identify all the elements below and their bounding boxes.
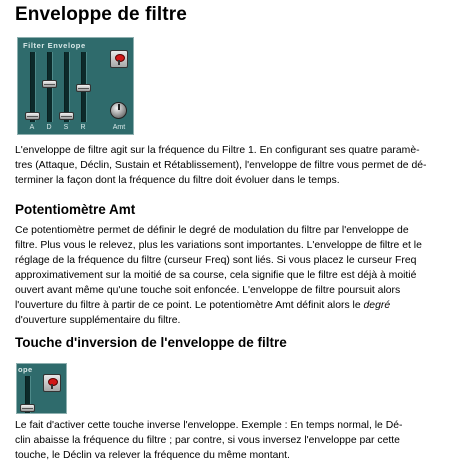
- invert-panel-title: ope: [18, 365, 33, 374]
- section-heading-amt: Potentiomètre Amt: [15, 202, 136, 217]
- filter-envelope-title: Filter Envelope: [23, 41, 86, 50]
- invert-button-detail: [43, 374, 61, 392]
- slider-detail: [25, 376, 31, 414]
- invert-button: [110, 50, 128, 68]
- invert-led-icon: [48, 378, 58, 386]
- decay-slider: [47, 52, 53, 122]
- decay-slider-handle: [42, 80, 57, 88]
- amt-knob: [110, 102, 127, 119]
- invert-paragraph: Le fait d'activer cette touche inverse l'enveloppe. Exemple : En temps normal, le Dé- clin abaisse la fréquence du filtre ; par contre, si vous inversez l'enveloppe par cette touche, le Déclin va relever la fréquence du même montant.: [15, 420, 403, 461]
- release-slider-handle: [76, 84, 91, 92]
- amt-label: Amt: [112, 124, 126, 131]
- sustain-slider: [64, 52, 70, 122]
- slider-detail-handle: [20, 404, 35, 412]
- attack-label: A: [29, 124, 35, 131]
- amt-paragraph: Ce potentiomètre permet de définir le degré de modulation du filtre par l'enveloppe de filtre. Plus vous le relevez, plus les variations sont importantes. L'enveloppe de filtre et le réglage de la fréquence du filtre (curseur Freq) sont liés. Si vous placez le curseur Freq approximativement sur la moitié de sa course, cela signifie que le filtre est déjà à moitié ouvert avant même qu'une touche soit enfoncée. L'enveloppe de filtre poursuit alors l'ouverture du filtre à partir de ce point. Le potentiomètre Amt définit alors le degré d'ouverture supplémentaire du filtre.: [15, 225, 422, 326]
- invert-led-icon: [115, 54, 125, 62]
- decay-label: D: [46, 124, 52, 131]
- filter-envelope-panel: [17, 37, 134, 135]
- sustain-slider-handle: [59, 112, 74, 120]
- invert-panel-detail: [16, 363, 67, 414]
- release-label: R: [80, 124, 86, 131]
- intro-paragraph: L'enveloppe de filtre agit sur la fréquence du Filtre 1. En configurant ses quatre paramè- tres (Attaque, Déclin, Sustain et Rétablissement), l'enveloppe de filtre vous permet de dé- terminer la façon dont la fréquence du filtre doit évoluer dans le temps.: [15, 145, 427, 186]
- page-title: Enveloppe de filtre: [15, 4, 187, 25]
- attack-slider: [30, 52, 36, 122]
- section-heading-invert: Touche d'inversion de l'enveloppe de filtre: [15, 335, 287, 350]
- attack-slider-handle: [25, 112, 40, 120]
- release-slider: [81, 52, 87, 122]
- sustain-label: S: [63, 124, 69, 131]
